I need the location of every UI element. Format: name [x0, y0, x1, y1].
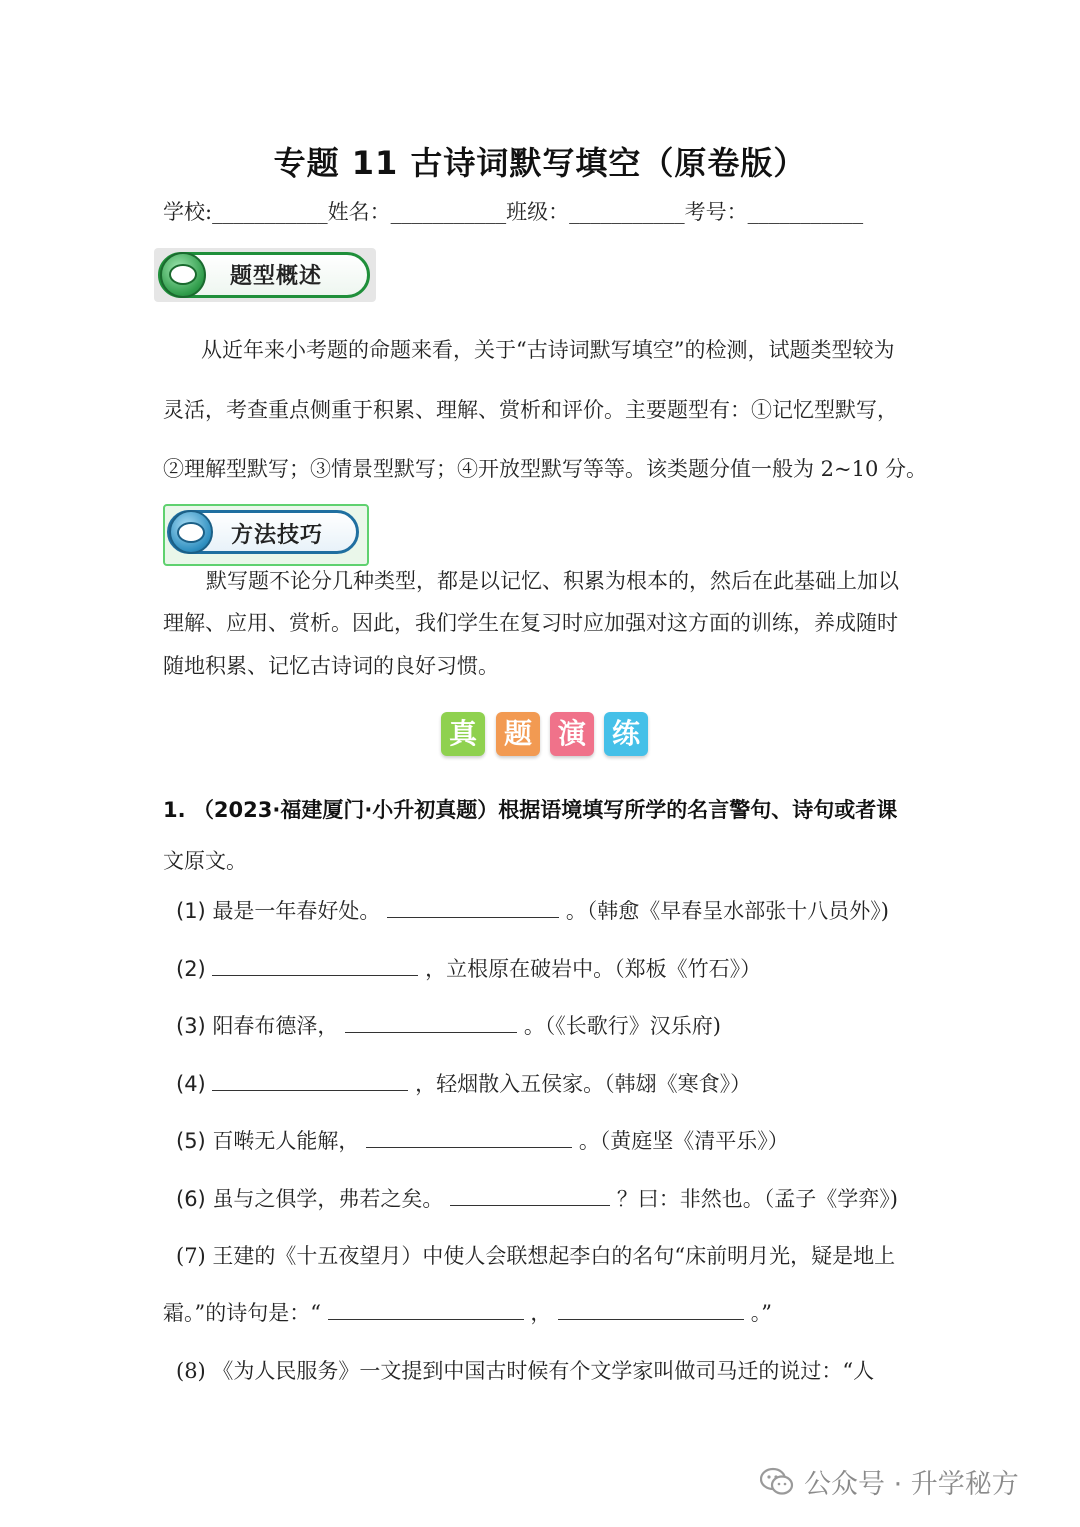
method-line-3: 随地积累、记忆古诗词的良好习惯。 — [163, 654, 499, 678]
item-text-after: 。（黄庭坚《清平乐》） — [578, 1129, 789, 1153]
question-item-7: (7) 王建的《十五夜望月）中使人会联想起李白的名句“床前明月光，疑是地上 — [176, 1244, 896, 1268]
page-title: 专题 11 古诗词默写填空（原卷版） — [273, 144, 807, 182]
item-number: (6) — [176, 1187, 206, 1211]
watermark-text: 公众号 · 升学秘方 — [804, 1469, 1019, 1500]
question-item-8: (8) 《为人民服务》一文提到中国古时候有个文学家叫做司马迁的说过：“人 — [176, 1359, 875, 1383]
answer-blank[interactable] — [345, 1012, 517, 1033]
answer-blank[interactable] — [328, 1299, 524, 1320]
question-1-header-cont: 文原文。 — [163, 849, 247, 873]
item-text-after: ？曰：非然也。（孟子《学弈》) — [616, 1187, 899, 1211]
method-line-2: 理解、应用、赏析。因此，我们学生在复习时应加强对这方面的训练，养成随时 — [163, 611, 898, 635]
answer-blank[interactable] — [366, 1127, 572, 1148]
banner-tile-2: 题 — [496, 712, 540, 756]
wechat-icon — [760, 1467, 794, 1497]
item-number: (2) — [176, 957, 206, 981]
section-badge-method — [163, 504, 365, 562]
answer-blank[interactable] — [212, 1070, 408, 1091]
section-label-method: 方法技巧 — [231, 523, 324, 548]
item-text-before: 最是一年春好处。 — [212, 899, 381, 923]
item-number: (4) — [176, 1072, 206, 1096]
banner-tile-4: 练 — [604, 712, 648, 756]
answer-blank[interactable] — [558, 1299, 744, 1320]
item-text-before: 虽与之俱学，弗若之矣。 — [212, 1187, 444, 1211]
question-item-4 — [176, 1068, 751, 1098]
overview-line-3: ②理解型默写；③情景型默写；④开放型默写等等。该类题分值一般为 2~10 分。 — [163, 457, 928, 481]
item-text-mid: ， — [530, 1301, 552, 1325]
banner-tile-1: 真 — [441, 712, 485, 756]
question-item-3 — [176, 1010, 721, 1040]
answer-blank[interactable] — [212, 955, 418, 976]
question-item-7-cont — [163, 1297, 772, 1327]
question-item-1 — [176, 895, 889, 925]
question-1-header: 1. （2023·福建厦门·小升初真题）根据语境填写所学的名言警句、诗句或者课 — [163, 798, 898, 822]
item-text-after: 。” — [750, 1301, 772, 1325]
item-text-before: 百啭无人能解， — [212, 1129, 360, 1153]
overview-line-2: 灵活，考查重点侧重于积累、理解、赏析和评价。主要题型有：①记忆型默写， — [163, 398, 898, 422]
speech-bubble-icon — [160, 252, 206, 298]
answer-blank[interactable] — [450, 1185, 610, 1206]
item-text-after: ，轻烟散入五侯家。（韩翃《寒食》） — [415, 1072, 752, 1096]
item-text-before: 阳春布德泽， — [212, 1014, 339, 1038]
overview-line-1: 从近年来小考题的命题来看，关于“古诗词默写填空”的检测，试题类型较为 — [201, 338, 895, 362]
item-text-after: ，立根原在破岩中。（郑板《竹石》） — [425, 957, 762, 981]
item-text-after: 。（《长歌行》汉乐府) — [523, 1014, 722, 1038]
item-number: (1) — [176, 899, 206, 923]
question-item-6 — [176, 1183, 898, 1213]
method-line-1: 默写题不论分几种类型，都是以记忆、积累为根本的，然后在此基础上加以 — [206, 569, 899, 593]
banner-tile-3: 演 — [550, 712, 594, 756]
section-label-overview: 题型概述 — [230, 264, 323, 289]
item-number: (3) — [176, 1014, 206, 1038]
question-item-5 — [176, 1125, 789, 1155]
speech-bubble-icon — [169, 510, 213, 554]
question-item-2 — [176, 953, 761, 983]
item-text-before: 霜。”的诗句是：“ — [163, 1301, 321, 1325]
item-text-after: 。（韩愈《早春呈水部张十八员外》) — [565, 899, 890, 923]
watermark — [760, 1462, 1019, 1501]
student-info-line: 学校:___________姓名：___________班级：___________考号：___________ — [163, 200, 864, 224]
section-badge-overview — [154, 248, 376, 302]
answer-blank[interactable] — [387, 897, 559, 918]
item-number: (5) — [176, 1129, 206, 1153]
